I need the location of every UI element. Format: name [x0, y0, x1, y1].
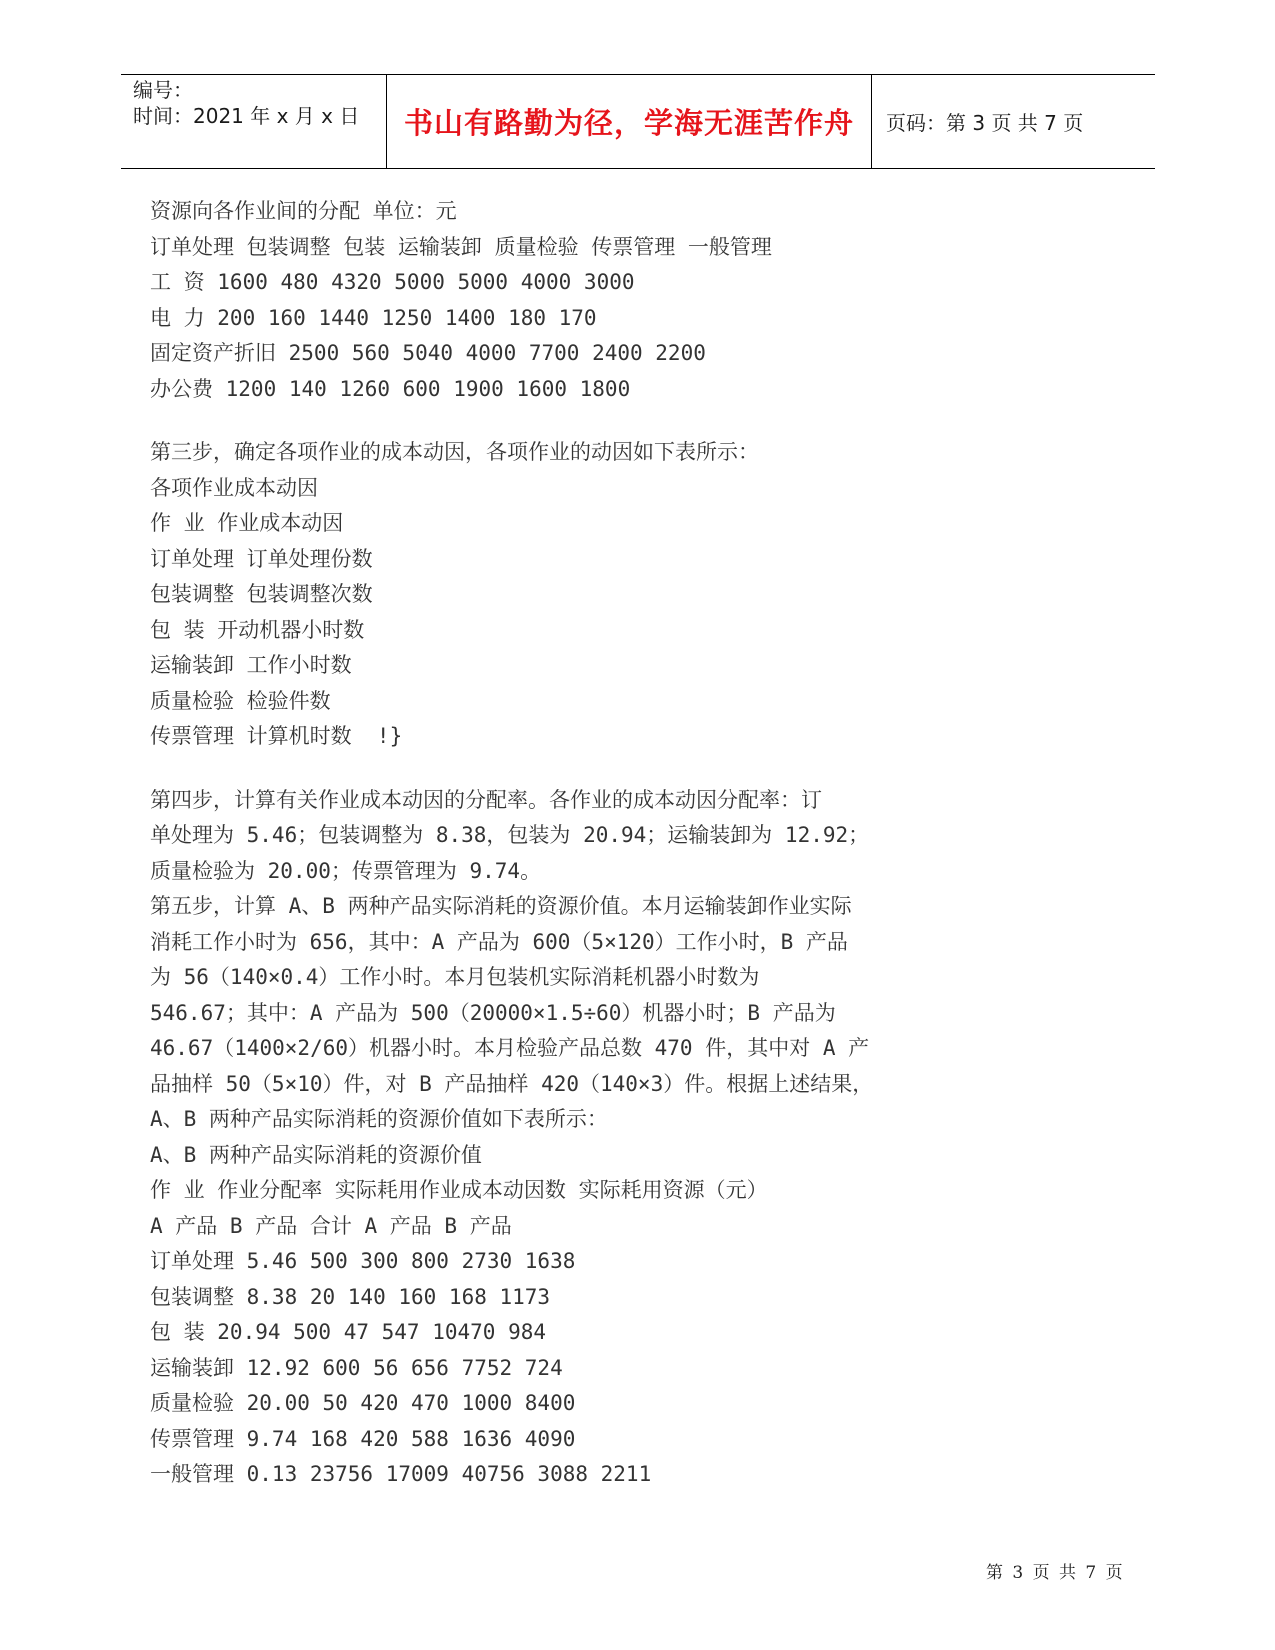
text-line: 订单处理 订单处理份数 [150, 546, 373, 571]
text-line: 单处理为 5.46；包装调整为 8.38，包装为 20.94；运输装卸为 12.92； [150, 823, 870, 847]
text-line: A、B 两种产品实际消耗的资源价值如下表所示： [150, 1107, 608, 1131]
text-line: 品抽样 50（5×10）件，对 B 产品抽样 420（140×3）件。根据上述结果， [150, 1071, 874, 1096]
text-line: 作 业 作业分配率 实际耗用作业成本动因数 实际耗用资源（元） [150, 1178, 768, 1202]
text-line: 工 资 1600 480 4320 5000 5000 4000 3000 [150, 270, 635, 294]
text-line: 传票管理 9.74 168 420 588 1636 4090 [150, 1426, 576, 1451]
text-line: 46.67（1400×2/60）机器小时。本月检验产品总数 470 件，其中对 A 产 [150, 1036, 870, 1060]
text-line: 固定资产折旧 2500 560 5040 4000 7700 2400 2200 [150, 341, 706, 365]
text-line: A 产品 B 产品 合计 A 产品 B 产品 [150, 1213, 512, 1238]
text-line: 包装调整 8.38 20 140 160 168 1173 [150, 1284, 551, 1309]
resource-allocation-section [150, 194, 970, 407]
text-line: 包 装 开动机器小时数 [150, 617, 365, 642]
text-line: 运输装卸 12.92 600 56 656 7752 724 [150, 1355, 563, 1380]
document-body [150, 194, 970, 1493]
text-line: 包装调整 包装调整次数 [150, 582, 373, 606]
page-header [121, 74, 1155, 169]
paragraph-gap [150, 755, 970, 783]
header-slogan: 书山有路勤为径，学海无涯苦作舟 [386, 75, 872, 168]
text-line: 作 业 作业成本动因 [150, 511, 344, 535]
text-line: 质量检验为 20.00；传票管理为 9.74。 [150, 858, 542, 883]
text-line: 运输装卸 工作小时数 [150, 653, 352, 677]
text-line: 电 力 200 160 1440 1250 1400 180 170 [150, 305, 597, 330]
text-line: 资源向各作业间的分配 单位：元 [150, 199, 457, 223]
text-line: 订单处理 5.46 500 300 800 2730 1638 [150, 1249, 576, 1273]
text-line: 各项作业成本动因 [150, 475, 318, 500]
header-meta [121, 75, 386, 168]
text-line: 一般管理 0.13 23756 17009 40756 3088 2211 [150, 1462, 652, 1486]
text-line: 为 56（140×0.4）工作小时。本月包装机实际消耗机器小时数为 [150, 965, 760, 989]
paragraph-gap [150, 407, 970, 435]
text-line: 第三步，确定各项作业的成本动因，各项作业的动因如下表所示： [150, 440, 759, 464]
text-line: 第五步，计算 A、B 两种产品实际消耗的资源价值。本月运输装卸作业实际 [150, 894, 852, 918]
page-footer: 第 3 页 共 7 页 [986, 1563, 1125, 1583]
text-line: 办公费 1200 140 1260 600 1900 1600 1800 [150, 376, 631, 401]
document-time-label: 时间：2021 年 x 月 x 日 [133, 104, 360, 128]
document-number-label: 编号： [133, 78, 193, 102]
text-line: 第四步，计算有关作业成本动因的分配率。各作业的成本动因分配率：订 [150, 787, 822, 812]
text-line: 546.67；其中：A 产品为 500（20000×1.5÷60）机器小时；B 产品为 [150, 1000, 836, 1025]
text-line: A、B 两种产品实际消耗的资源价值 [150, 1142, 482, 1167]
text-line: 消耗工作小时为 656，其中：A 产品为 600（5×120）工作小时，B 产品 [150, 929, 848, 954]
text-line: 包 装 20.94 500 47 547 10470 984 [150, 1320, 547, 1344]
text-line: 订单处理 包装调整 包装 运输装卸 质量检验 传票管理 一般管理 [150, 234, 772, 259]
text-line: 传票管理 计算机时数 !} [150, 724, 403, 748]
header-page-info: 页码：第 3 页 共 7 页 [886, 111, 1084, 135]
text-line: 质量检验 检验件数 [150, 688, 331, 713]
allocation-rate-section [150, 783, 970, 1493]
text-line: 质量检验 20.00 50 420 470 1000 8400 [150, 1391, 576, 1415]
cost-driver-section [150, 435, 970, 755]
